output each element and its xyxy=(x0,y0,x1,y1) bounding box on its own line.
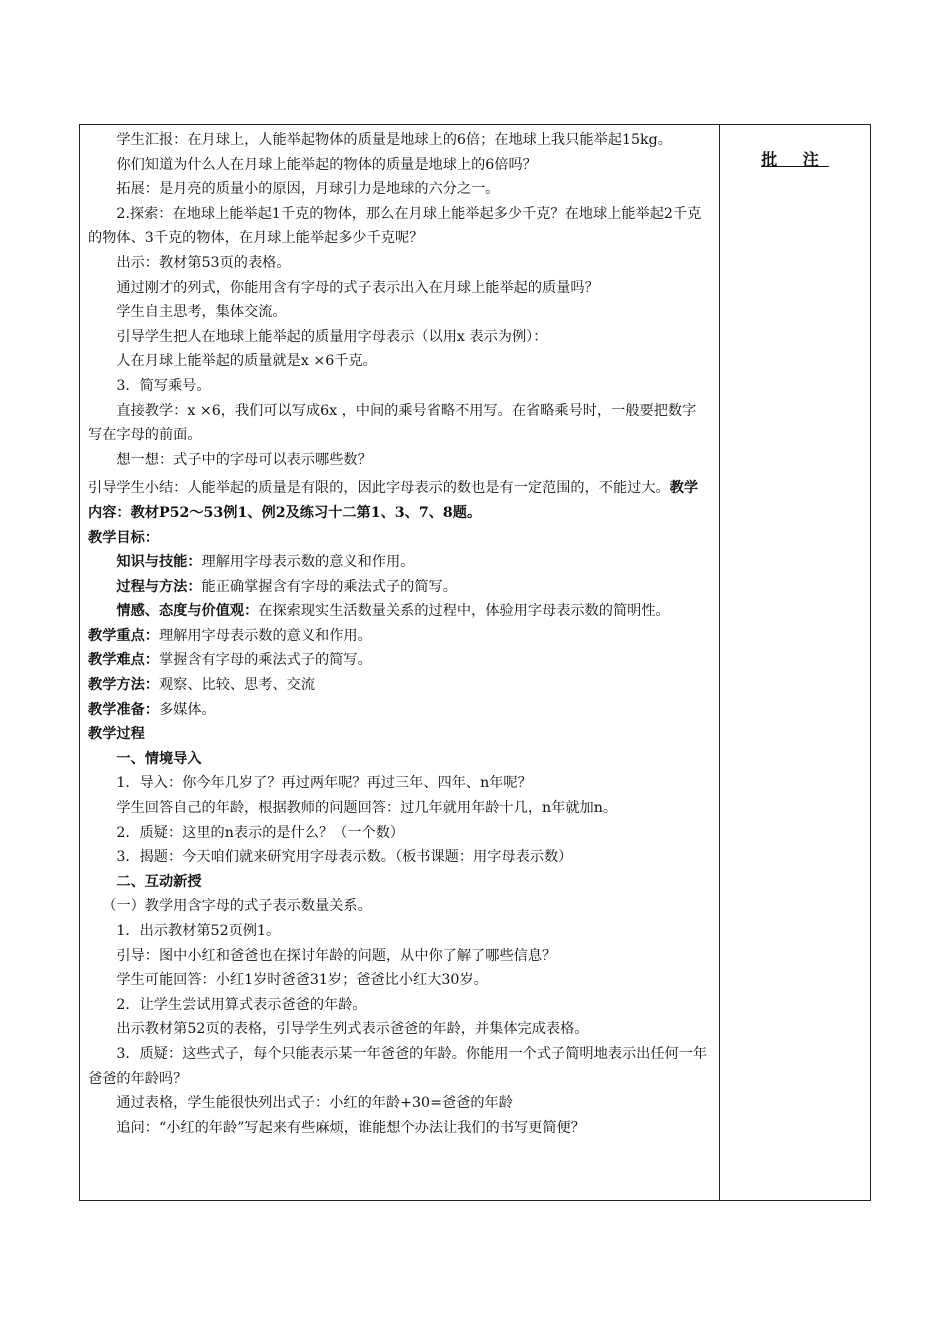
text-paragraph xyxy=(88,276,709,301)
bold-label: 教学目标： xyxy=(88,529,159,546)
paragraph-text: 引导学生小结：人能举起的质量是有限的，因此字母表示的数也是有一定范围的，不能过大。 xyxy=(88,480,670,497)
paragraph-text: 你们知道为什么人在月球上能举起的物体的质量是地球上的6倍吗？ xyxy=(116,156,537,173)
bold-label: 知识与技能： xyxy=(116,554,202,571)
lesson-plan-table xyxy=(79,124,871,1201)
text-paragraph xyxy=(88,993,709,1018)
paragraph-text: 拓展：是月亮的质量小的原因，月球引力是地球的六分之一。 xyxy=(116,181,500,198)
text-paragraph xyxy=(88,575,709,600)
text-paragraph xyxy=(88,349,709,374)
bold-label: 教学准备： xyxy=(88,701,159,718)
text-paragraph xyxy=(88,1116,709,1141)
text-paragraph xyxy=(88,722,709,747)
text-paragraph xyxy=(88,550,709,575)
text-paragraph xyxy=(88,919,709,944)
text-paragraph xyxy=(88,747,709,772)
text-paragraph xyxy=(88,845,709,870)
text-paragraph xyxy=(88,153,709,178)
text-paragraph xyxy=(88,1091,709,1116)
text-paragraph xyxy=(88,1017,709,1042)
paragraph-text: 3．质疑：这些式子，每个只能表示某一年爸爸的年龄。你能用一个式子简明地表示出任何一年爸爸的年龄吗？ xyxy=(88,1045,708,1087)
bold-label: 教学过程 xyxy=(88,726,145,743)
paragraph-text: 学生回答自己的年龄，根据教师的问题回答：过几年就用年龄十几，n年就加n。 xyxy=(116,800,618,817)
paragraph-text: 3．简写乘号。 xyxy=(116,377,211,394)
bold-label: 教学方法： xyxy=(88,677,159,694)
paragraph-text: 学生汇报：在月球上，人能举起物体的质量是地球上的6倍；在地球上我只能举起15kg。 xyxy=(116,132,672,148)
text-paragraph xyxy=(88,202,709,251)
paragraph-text: 通过刚才的列式，你能用含有字母的式子表示出入在月球上能举起的质量吗？ xyxy=(116,279,599,296)
text-paragraph xyxy=(88,476,709,525)
bold-label: 二、互动新授 xyxy=(116,873,202,890)
paragraph-text: 2.探索：在地球上能举起1千克的物体，那么在月球上能举起多少千克？在地球上能举起2千克的物体、3千克的物体，在月球上能举起多少千克呢？ xyxy=(88,205,702,247)
text-paragraph xyxy=(88,128,709,153)
bold-label: 过程与方法： xyxy=(116,578,202,595)
paragraph-text: 2．质疑：这里的n表示的是什么？（一个数） xyxy=(116,824,405,841)
text-paragraph xyxy=(88,968,709,993)
text-paragraph xyxy=(88,821,709,846)
paragraph-text: 学生自主思考，集体交流。 xyxy=(116,304,287,321)
paragraph-text: 掌握含有字母的乘法式子的简写。 xyxy=(158,652,372,669)
paragraph-text: 多媒体。 xyxy=(158,701,216,718)
paragraph-text: 1．出示教材第52页例1。 xyxy=(116,923,281,939)
paragraph-text: 想一想：式子中的字母可以表示哪些数？ xyxy=(116,451,372,468)
text-paragraph xyxy=(88,526,709,551)
text-paragraph xyxy=(88,698,709,723)
paragraph-text: 出示教材第52页的表格，引导学生列式表示爸爸的年龄，并集体完成表格。 xyxy=(116,1021,589,1038)
bold-label: 教学内容：教材P52～53例1、例2及练习十二第1、3、7、8题。 xyxy=(88,480,699,521)
text-paragraph xyxy=(88,796,709,821)
paragraph-text: 引导：图中小红和爸爸也在探讨年龄的问题，从中你了解了哪些信息？ xyxy=(116,947,557,964)
text-paragraph xyxy=(88,300,709,325)
paragraph-text: 通过表格，学生能很快列出式子：小红的年龄+30=爸爸的年龄 xyxy=(116,1095,513,1112)
paragraph-text: 直接教学：x ×6，我们可以写成6x ，中间的乘号省略不用写。在省略乘号时，一般要把数字写在字母的前面。 xyxy=(88,402,697,444)
annotation-label: 批 注 xyxy=(761,150,829,169)
text-paragraph xyxy=(88,771,709,796)
paragraph-text: 在探索现实生活数量关系的过程中，体验用字母表示数的简明性。 xyxy=(258,603,670,620)
text-paragraph xyxy=(88,944,709,969)
annotation-column xyxy=(720,125,870,1200)
text-paragraph xyxy=(88,374,709,399)
paragraph-text: 2．让学生尝试用算式表示爸爸的年龄。 xyxy=(116,996,367,1013)
bold-label: 教学难点： xyxy=(88,652,159,669)
text-paragraph xyxy=(88,1042,709,1091)
text-paragraph xyxy=(88,870,709,895)
lesson-content-column xyxy=(80,125,720,1200)
text-paragraph xyxy=(88,894,709,919)
paragraph-text: 能正确掌握含有字母的乘法式子的简写。 xyxy=(201,578,457,595)
text-paragraph xyxy=(88,251,709,276)
paragraph-text: 理解用字母表示数的意义和作用。 xyxy=(158,627,372,644)
paragraph-text: 出示：教材第53页的表格。 xyxy=(116,254,291,271)
paragraph-text: 学生可能回答：小红1岁时爸爸31岁；爸爸比小红大30岁。 xyxy=(116,972,488,989)
paragraph-text: 引导学生把人在地球上能举起的质量用字母表示（以用x 表示为例）： xyxy=(116,328,548,345)
bold-label: 一、情境导入 xyxy=(116,750,202,767)
paragraph-text: 1．导入：你今年几岁了？再过两年呢？再过三年、四年、n年呢？ xyxy=(116,775,532,792)
paragraph-text: （一）教学用含字母的式子表示数量关系。 xyxy=(102,898,372,915)
text-paragraph xyxy=(88,177,709,202)
text-paragraph xyxy=(88,624,709,649)
paragraph-text: 3．揭题：今天咱们就来研究用字母表示数。（板书课题：用字母表示数） xyxy=(116,849,573,866)
paragraph-text: 观察、比较、思考、交流 xyxy=(158,677,316,694)
bold-label: 教学重点： xyxy=(88,627,159,644)
paragraph-text: 人在月球上能举起的质量就是x ×6千克。 xyxy=(116,353,377,370)
paragraph-text: 追问：“小红的年龄”写起来有些麻烦，谁能想个办法让我们的书写更简便？ xyxy=(116,1119,585,1136)
text-paragraph xyxy=(88,325,709,350)
text-paragraph xyxy=(88,673,709,698)
paragraph-text: 理解用字母表示数的意义和作用。 xyxy=(201,554,415,571)
text-paragraph xyxy=(88,599,709,624)
text-paragraph xyxy=(88,648,709,673)
bold-label: 情感、态度与价值观： xyxy=(116,603,259,620)
text-paragraph xyxy=(88,448,709,473)
text-paragraph xyxy=(88,399,709,448)
